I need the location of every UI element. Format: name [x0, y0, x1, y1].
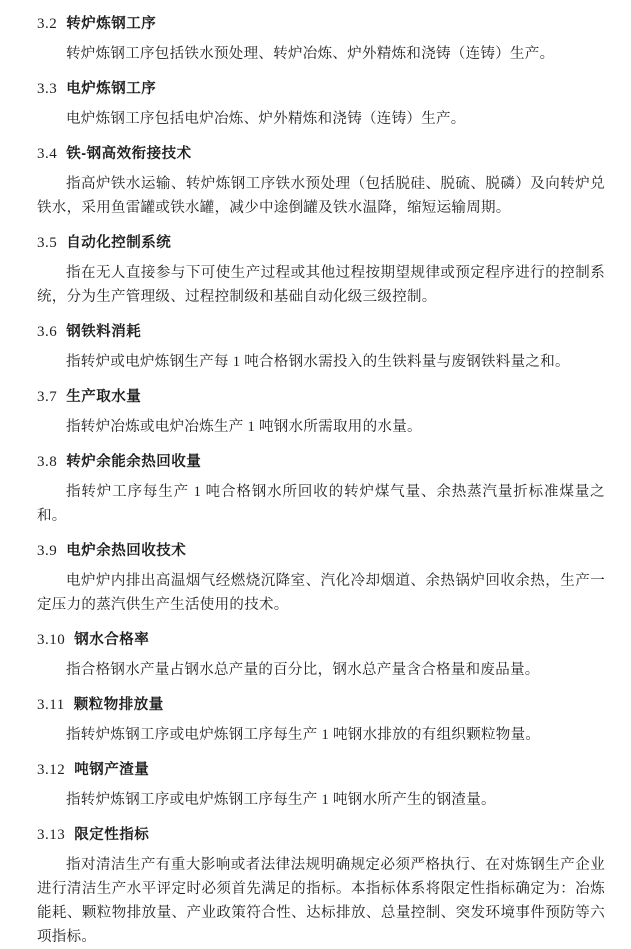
section-title: 转炉余能余热回收量 — [66, 454, 202, 470]
section-3-6 — [37, 322, 605, 374]
section-3-10 — [37, 630, 605, 682]
section-number: 3.9 — [37, 543, 58, 559]
section-heading — [37, 541, 605, 561]
section-3-4 — [37, 144, 605, 220]
section-title: 生产取水量 — [66, 389, 142, 405]
section-body: 指高炉铁水运输、转炉炼钢工序铁水预处理（包括脱硅、脱硫、脱磷）及向转炉兑铁水，采用鱼雷罐或铁水罐，减少中途倒罐及铁水温降，缩短运输周期。 — [37, 176, 605, 216]
section-number: 3.8 — [37, 454, 58, 470]
section-title: 颗粒物排放量 — [73, 697, 164, 713]
section-body: 电炉炼钢工序包括电炉冶炼、炉外精炼和浇铸（连铸）生产。 — [66, 111, 466, 127]
section-body: 指转炉炼钢工序或电炉炼钢工序每生产 1 吨钢水排放的有组织颗粒物量。 — [66, 727, 541, 743]
section-number: 3.3 — [37, 81, 58, 97]
section-title: 钢铁料消耗 — [66, 324, 142, 340]
section-number: 3.6 — [37, 324, 58, 340]
section-title: 限定性指标 — [74, 827, 150, 843]
section-3-2 — [37, 14, 605, 66]
section-number: 3.2 — [37, 16, 58, 32]
section-body: 指在无人直接参与下可使生产过程或其他过程按期望规律或预定程序进行的控制系统，分为生产管理级、过程控制级和基础自动化级三级控制。 — [37, 265, 605, 305]
section-3-3 — [37, 79, 605, 131]
section-body: 指对清洁生产有重大影响或者法律法规明确规定必须严格执行、在对炼钢生产企业进行清洁生产水平评定时必须首先满足的指标。本指标体系将限定性指标确定为：冶炼能耗、颗粒物排放量、产业政策符合性、达标排放、总量控制、突发环境事件预防等六项指标。 — [37, 857, 605, 945]
section-3-7 — [37, 387, 605, 439]
section-heading — [37, 14, 605, 34]
section-heading — [37, 760, 605, 780]
section-number: 3.5 — [37, 235, 58, 251]
section-heading — [37, 825, 605, 845]
section-number: 3.11 — [37, 697, 65, 713]
section-body: 指转炉工序每生产 1 吨合格钢水所回收的转炉煤气量、余热蒸汽量折标准煤量之和。 — [37, 484, 605, 524]
section-heading — [37, 322, 605, 342]
section-heading — [37, 695, 605, 715]
section-title: 钢水合格率 — [74, 632, 150, 648]
section-3-12 — [37, 760, 605, 812]
section-body: 指转炉炼钢工序或电炉炼钢工序每生产 1 吨钢水所产生的钢渣量。 — [66, 792, 496, 808]
section-3-11 — [37, 695, 605, 747]
section-body: 指合格钢水产量占钢水总产量的百分比，钢水总产量含合格量和废品量。 — [66, 662, 540, 678]
section-3-13 — [37, 825, 605, 949]
section-body: 指转炉或电炉炼钢生产每 1 吨合格钢水需投入的生铁料量与废钢铁料量之和。 — [66, 354, 570, 370]
section-title: 转炉炼钢工序 — [66, 16, 157, 32]
section-number: 3.4 — [37, 146, 58, 162]
section-title: 铁-钢高效衔接技术 — [66, 146, 192, 162]
section-title: 自动化控制系统 — [66, 235, 172, 251]
section-3-5 — [37, 233, 605, 309]
section-heading — [37, 79, 605, 99]
section-body: 指转炉冶炼或电炉冶炼生产 1 吨钢水所需取用的水量。 — [66, 419, 422, 435]
section-heading — [37, 144, 605, 164]
section-heading — [37, 452, 605, 472]
section-number: 3.12 — [37, 762, 66, 778]
section-body: 转炉炼钢工序包括铁水预处理、转炉冶炼、炉外精炼和浇铸（连铸）生产。 — [66, 46, 555, 62]
section-3-8 — [37, 452, 605, 528]
section-3-9 — [37, 541, 605, 617]
section-heading — [37, 630, 605, 650]
section-body: 电炉炉内排出高温烟气经燃烧沉降室、汽化冷却烟道、余热锅炉回收余热，生产一定压力的蒸汽供生产生活使用的技术。 — [37, 573, 605, 613]
section-heading — [37, 387, 605, 407]
section-number: 3.7 — [37, 389, 58, 405]
section-heading — [37, 233, 605, 253]
section-title: 电炉炼钢工序 — [66, 81, 157, 97]
section-title: 电炉余热回收技术 — [66, 543, 187, 559]
section-number: 3.13 — [37, 827, 66, 843]
section-number: 3.10 — [37, 632, 66, 648]
section-title: 吨钢产渣量 — [74, 762, 150, 778]
